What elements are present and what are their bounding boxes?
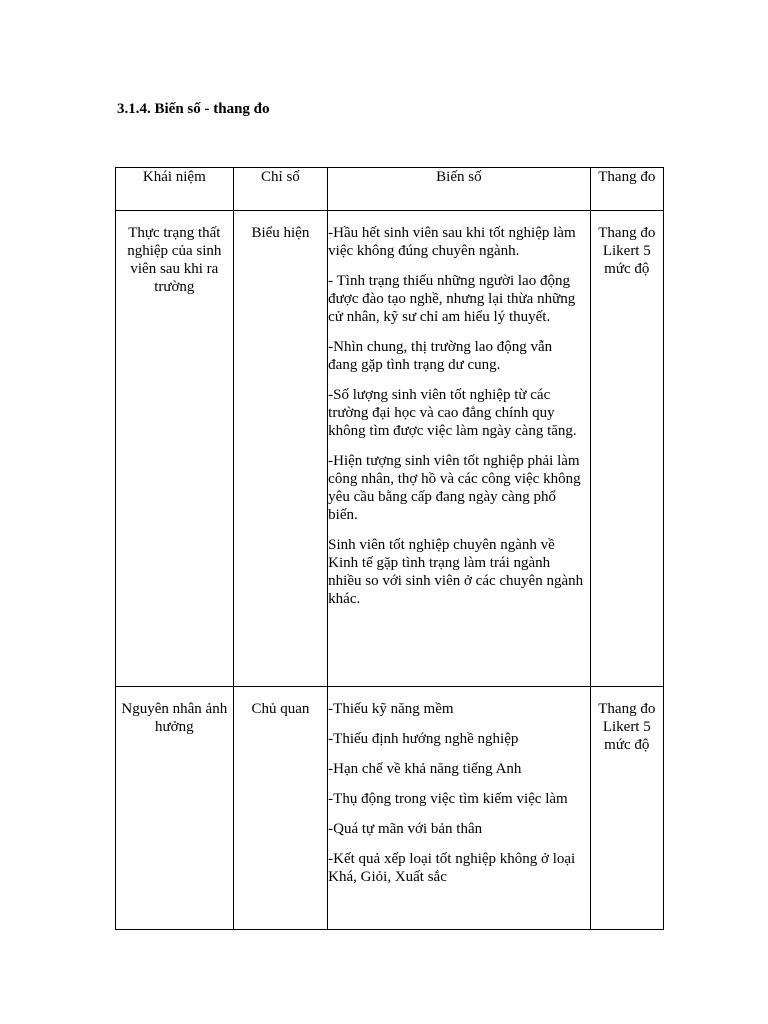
variable-item: -Thụ động trong việc tìm kiếm việc làm (328, 791, 568, 807)
header-scale: Thang đo (590, 168, 663, 211)
variable-item: -Quá tự mãn với bản thân (328, 821, 483, 837)
table-row (116, 211, 664, 687)
index-cell: Biểu hiện (233, 211, 328, 687)
variable-item: - Tình trạng thiếu những người lao động được đào tạo nghề, nhưng lại thừa những cử nhân, kỹ sư chỉ am hiểu lý thuyết. (328, 273, 576, 325)
variable-item: -Nhìn chung, thị trường lao động vẫn đang gặp tình trạng dư cung. (328, 339, 553, 373)
variable-item: -Thiếu kỹ năng mềm (328, 701, 454, 717)
table-header-row (116, 168, 664, 211)
variable-item: -Hạn chế về khả năng tiếng Anh (328, 761, 522, 777)
header-index: Chỉ số (233, 168, 328, 211)
variable-item: -Kết quả xếp loại tốt nghiệp không ở loại Khá, Giỏi, Xuất sắc (328, 851, 576, 885)
variable-item: -Số lượng sinh viên tốt nghiệp từ các trường đại học và cao đẳng chính quy không tìm được việc làm ngày càng tăng. (328, 387, 577, 439)
variable-item: -Thiếu định hướng nghề nghiệp (328, 731, 519, 747)
concept-cell: Thực trạng thất nghiệp của sinh viên sau khi ra trường (116, 211, 234, 687)
section-heading: 3.1.4. Biến số - thang đo (117, 101, 270, 117)
table-row (116, 687, 664, 930)
variables-cell (328, 211, 590, 687)
scale-cell: Thang đo Likert 5 mức độ (590, 687, 663, 930)
variable-item: Sinh viên tốt nghiệp chuyên ngành về Kinh tế gặp tình trạng làm trái ngành nhiều so với sinh viên ở các chuyên ngành khác. (328, 537, 584, 607)
concept-cell: Nguyên nhân ảnh hưởng (116, 687, 234, 930)
variable-item: -Hầu hết sinh viên sau khi tốt nghiệp làm việc không đúng chuyên ngành. (328, 225, 576, 259)
variables-cell (328, 687, 590, 930)
variables-scale-table (115, 167, 664, 930)
header-concept: Khái niệm (116, 168, 234, 211)
variable-item: -Hiện tượng sinh viên tốt nghiệp phải làm công nhân, thợ hồ và các công việc không yêu cầu bằng cấp đang ngày càng phổ biến. (328, 453, 581, 523)
header-variable: Biến số (328, 168, 590, 211)
scale-cell: Thang đo Likert 5 mức độ (590, 211, 663, 687)
index-cell: Chủ quan (233, 687, 328, 930)
